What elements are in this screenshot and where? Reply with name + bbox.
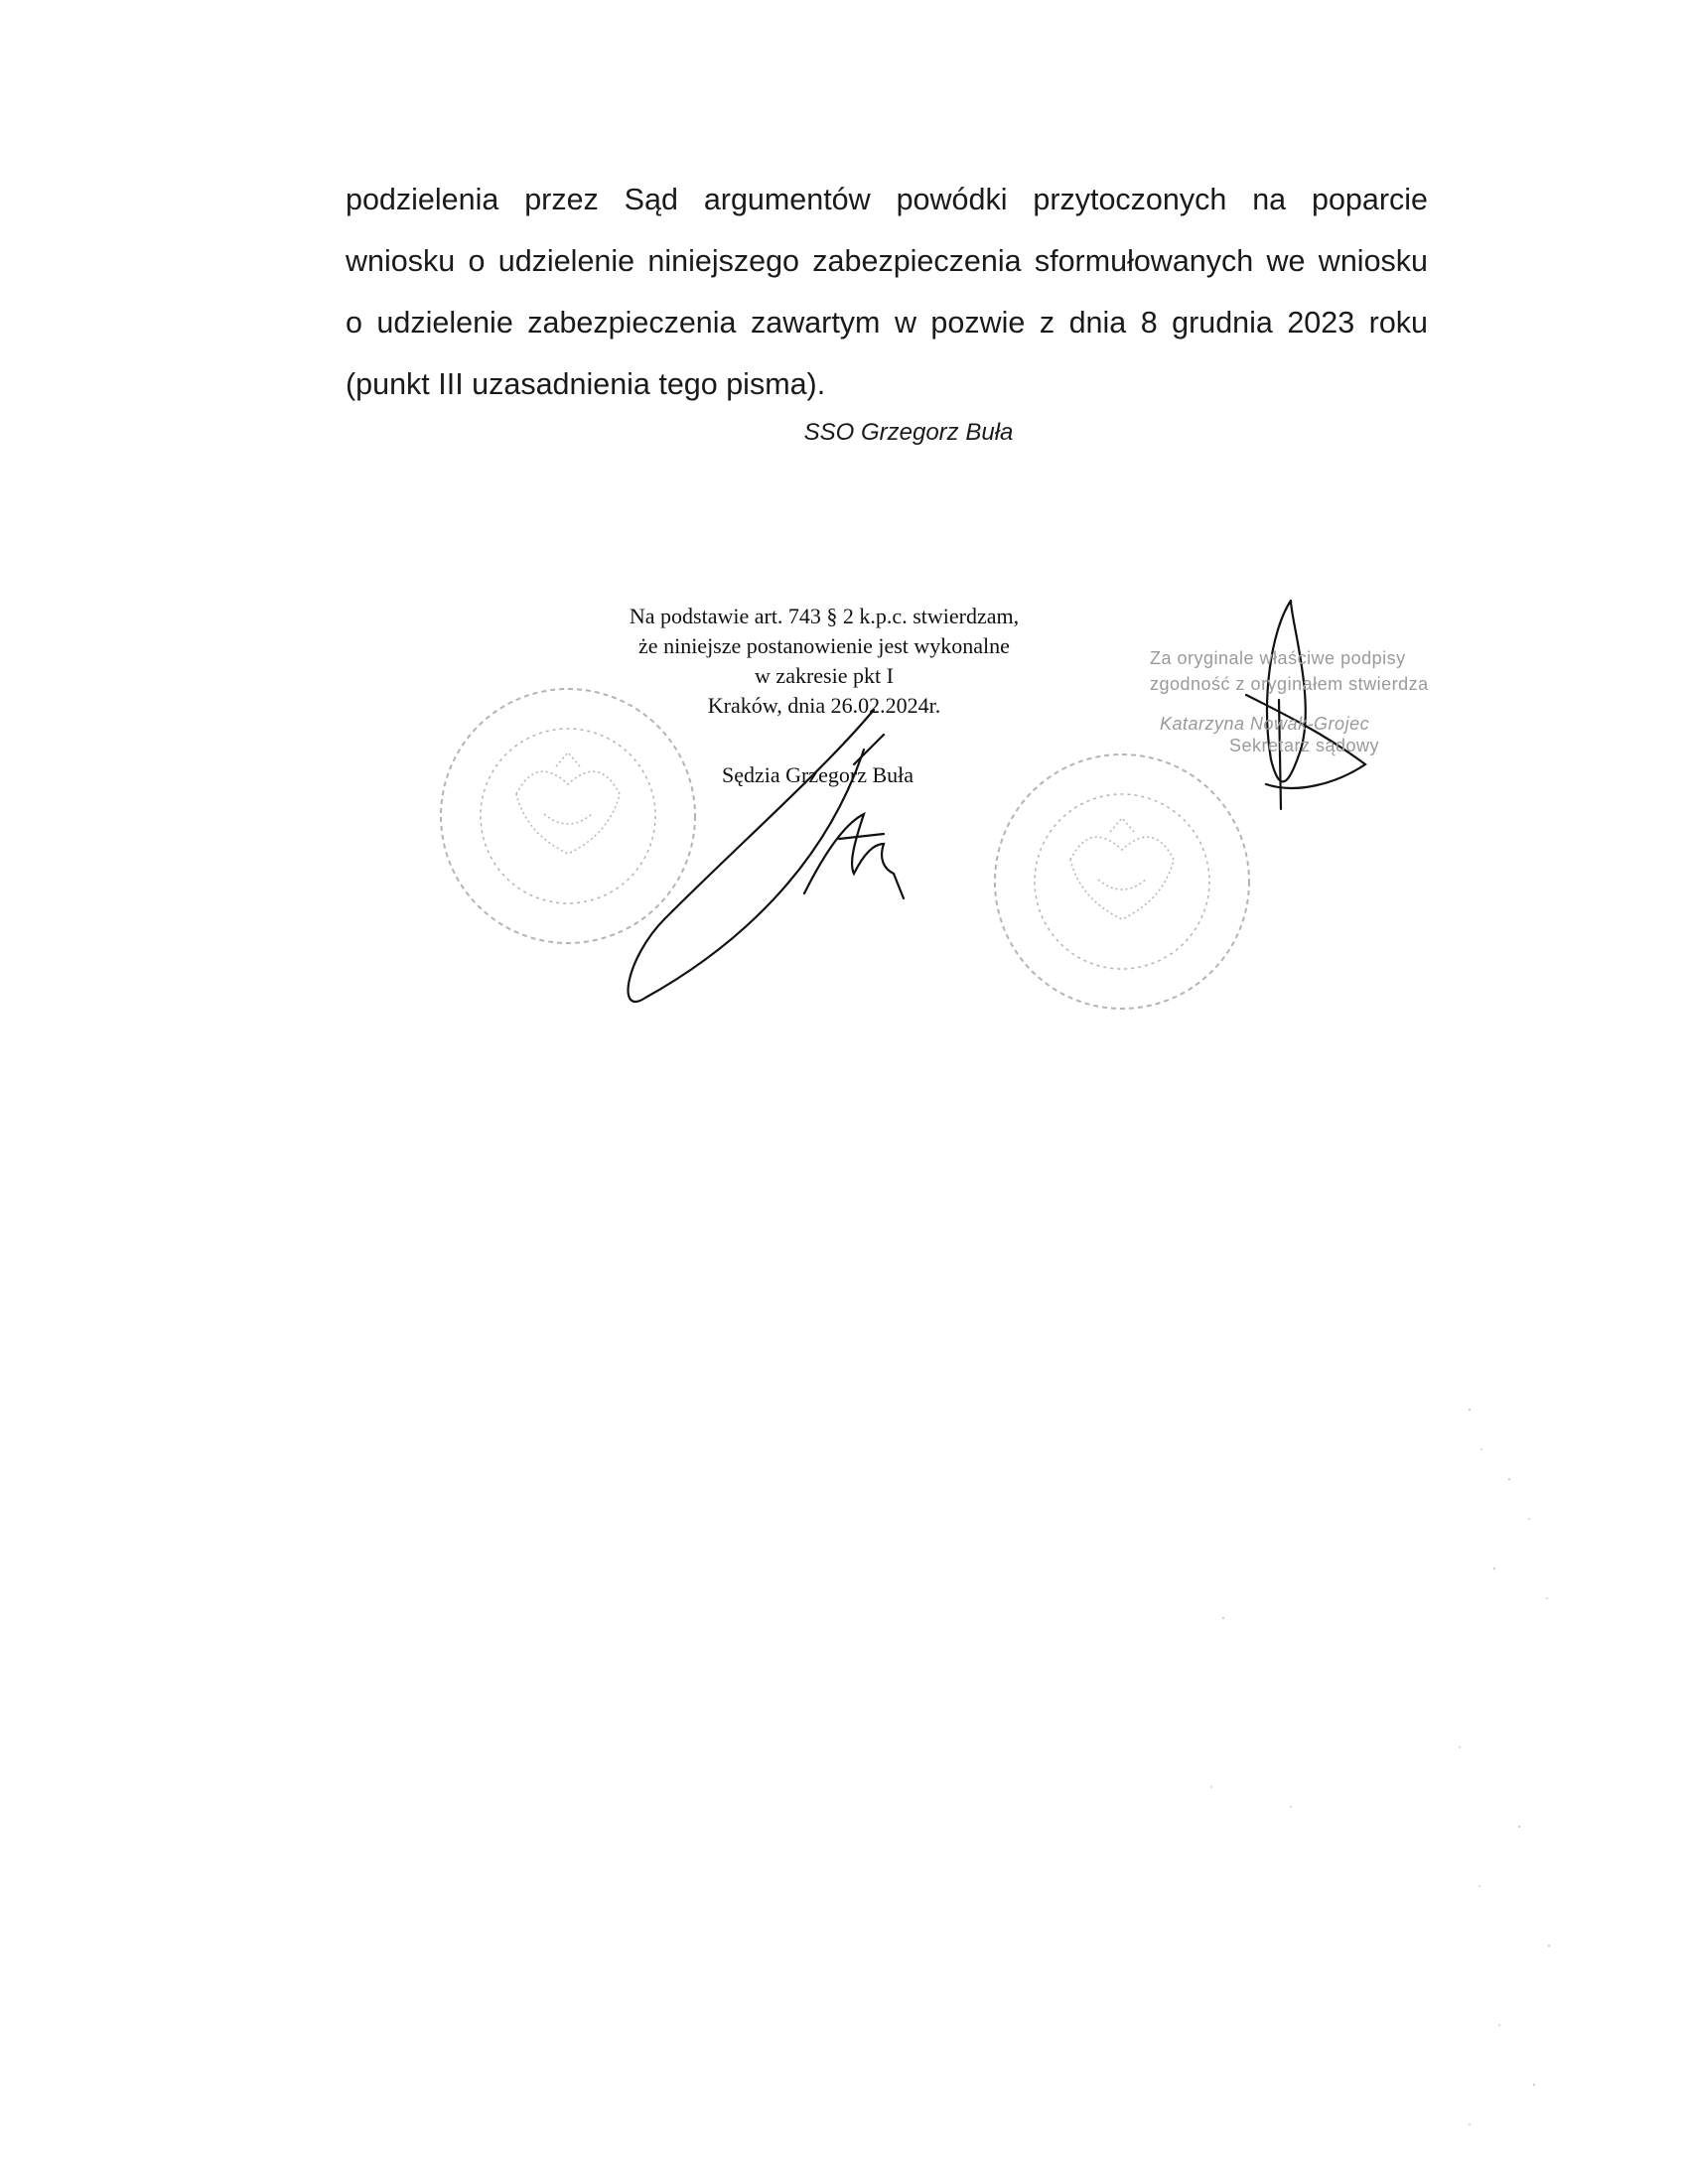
- body-line: podzielenia przez Sąd argumentów powódki przytoczonych na poparcie: [346, 183, 1428, 216]
- cert-line: zgodność z oryginałem stwierdza: [1150, 674, 1429, 694]
- judge-signature-line: SSO Grzegorz Buła: [803, 419, 1014, 446]
- cert-role: Sekretarz sądowy: [1229, 736, 1380, 755]
- court-seal-right: [995, 754, 1249, 1009]
- enforceability-clause: [556, 602, 1092, 721]
- clause-line: w zakresie pkt I: [755, 663, 894, 688]
- eagle-emblem-icon: [516, 752, 620, 854]
- cert-line: Za oryginale właściwe podpisy: [1150, 648, 1406, 668]
- body-line: wniosku o udzielenie niniejszego zabezpieczenia sformułowanych we wniosku: [346, 244, 1428, 278]
- scan-noise: [1210, 1409, 1550, 2125]
- clause-line: Na podstawie art. 743 § 2 k.p.c. stwierdzam,: [629, 604, 1020, 628]
- body-line: (punkt III uzasadnienia tego pisma).: [346, 367, 826, 401]
- eagle-emblem-icon: [1070, 818, 1174, 919]
- certification-stamp: [1150, 645, 1487, 758]
- clause-line: Kraków, dnia 26.02.2024r.: [707, 693, 941, 718]
- court-seal-left: [441, 689, 695, 943]
- judge-handwritten-signature: [629, 710, 904, 1002]
- judge-sign-label: Sędzia Grzegorz Buła: [722, 762, 914, 787]
- cert-name: Katarzyna Nowak-Grojec: [1160, 714, 1370, 734]
- clause-line: że niniejsze postanowienie jest wykonalne: [638, 633, 1010, 658]
- body-line: o udzielenie zabezpieczenia zawartym w pozwie z dnia 8 grudnia 2023 roku: [346, 306, 1428, 340]
